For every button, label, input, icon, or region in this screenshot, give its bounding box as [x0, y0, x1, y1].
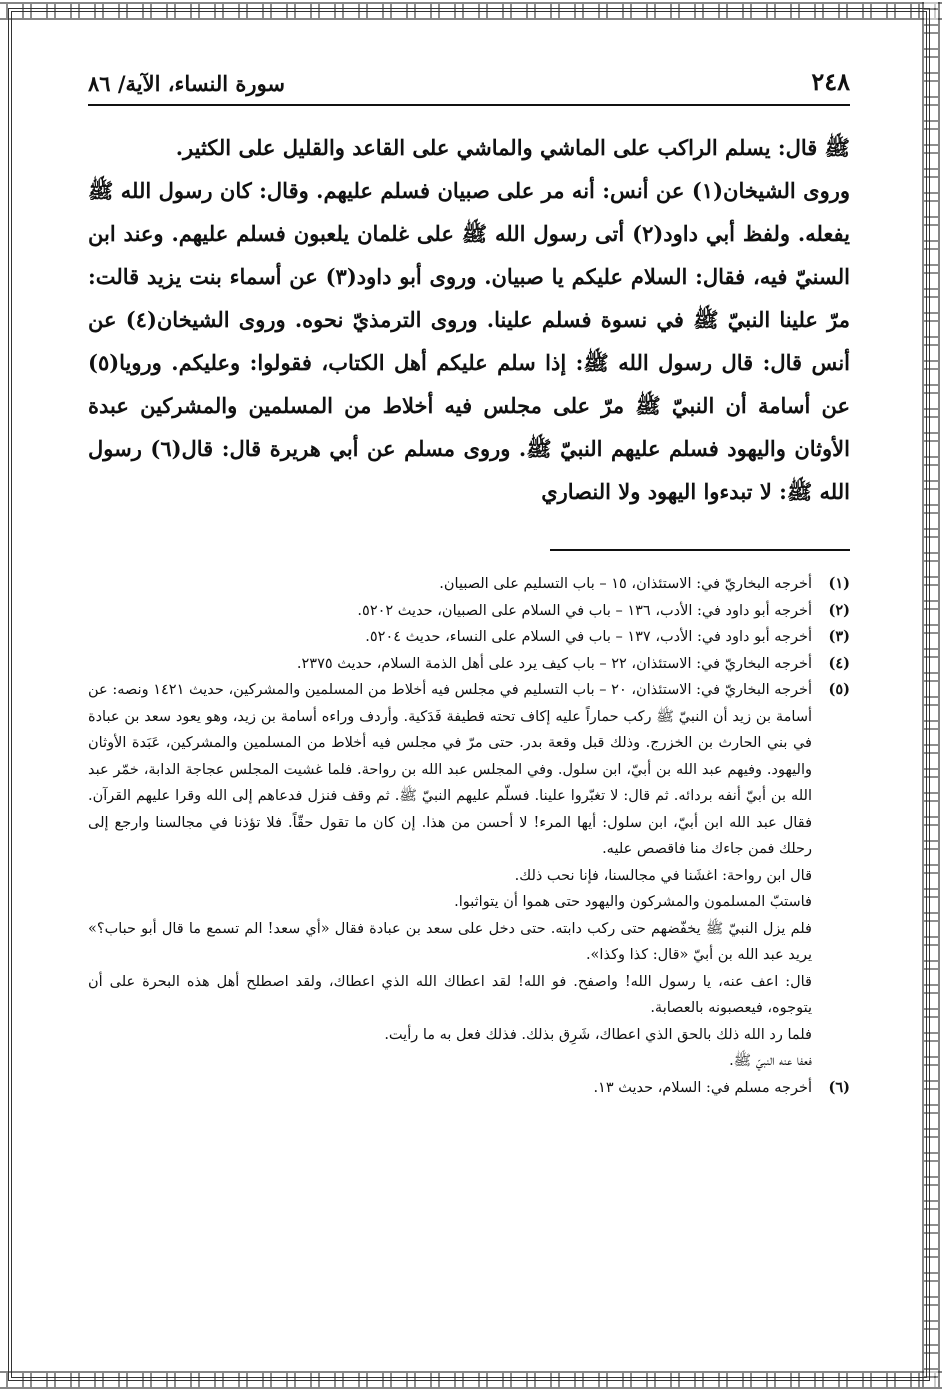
page-number: ٢٤٨ [811, 67, 850, 96]
footnote-number: (٦) [828, 1078, 850, 1096]
footnote-1 [88, 571, 850, 598]
continuation-line: فعفا عنه النبيّ ﷺ. [729, 1053, 812, 1069]
page-content [88, 58, 850, 1101]
footnote-2 [88, 598, 850, 625]
footnote-text: أخرجه البخاريّ في: الاستئذان، ٢٠ – باب التسليم في مجلس فيه أخلاط من المسلمين والمشركين، حديث ١٤٢١ ونصه: عن أسامة بن زيد أن النبيّ ﷺ ركب حماراً عليه إكاف تحته قطيفة فَدَكية. وأردف وراءه أسامة بن زيد، وهو يعود سعد بن عبادة في بني الحارث بن الخزرج. وذلك قبل وقعة بدر. حتى مرّ في مجلس فيه أخلاط من المسلمين والمشركين، عَبَدة الأوثان واليهود. وفيهم عبد الله بن أبيّ، ابن سلول. وفي المجلس عبد الله بن رواحة. فلما غشيت المجلس عجاجة الدابة، خمّر عبد الله بن أبيّ أنفه بردائه. ثم قال: لا تغبّروا علينا. فسلّم عليهم النبيّ ﷺ. ثم وقف فنزل فدعاهم إلى الله وقرا عليهم القرآن. فقال عبد الله ابن أبيّ، ابن سلول: أيها المرء! لا أحسن من هذا. إن كان ما تقول حقّاً. فلا تؤذنا في مجالسنا وارجع إلى رحلك فمن جاءك منا فاقصص عليه. [88, 682, 813, 857]
footnote-4 [88, 651, 850, 678]
body-paragraph-1: ﷺ قال: يسلم الراكب على الماشي والماشي على القاعد والقليل على الكثير. [175, 135, 850, 160]
footnote-number: (٤) [828, 654, 850, 672]
continuation-line: فاستبّ المسلمون والمشركون واليهود حتى هموا أن يتواثبوا. [454, 894, 812, 910]
footnote-separator [550, 549, 850, 551]
body-paragraph-2: وروى الشيخان(١) عن أنس: أنه مر على صبيان فسلم عليهم. وقال: كان رسول الله ﷺ يفعله. ولفظ أبي داود(٢) أتى رسول الله ﷺ على غلمان يلعبون فسلم عليهم. وعند ابن السنيّ فيه، فقال: السلام عليكم يا صبيان. وروى أبو داود(٣) عن أسماء بنت يزيد قالت: مرّ علينا النبيّ ﷺ في نسوة فسلم علينا. وروى الترمذيّ نحوه. وروى الشيخان(٤) عن أنس قال: قال رسول الله ﷺ: إذا سلم عليكم أهل الكتاب، فقولوا: وعليكم. ورويا(٥) عن أسامة أن النبيّ ﷺ مرّ على مجلس فيه أخلاط من المسلمين والمشركين عبدة الأوثان واليهود فسلم عليهم النبيّ ﷺ. وروى مسلم عن أبي هريرة قال: قال(٦) رسول الله ﷺ: لا تبدءوا اليهود ولا النصاري [88, 178, 851, 504]
footnote-6 [88, 1075, 850, 1102]
surah-title: سورة النساء، الآية/ ٨٦ [88, 71, 286, 96]
footnote-5-continuation [88, 863, 850, 1075]
footnote-text: أخرجه أبو داود في: الأدب، ١٣٧ – باب في السلام على النساء، حديث ٥٢٠٤. [365, 629, 812, 645]
footnote-text: أخرجه أبو داود في: الأدب، ١٣٦ – باب في السلام على الصبيان، حديث ٥٢٠٢. [357, 602, 812, 619]
footnote-number: (٥) [828, 681, 850, 698]
continuation-line: قال: اعف عنه، يا رسول الله! واصفح. فو الله! لقد اعطاك الله الذي اعطاك، ولقد اصطلح أهل هذه البحرة على أن يتوجوه، فيعصبونه بالعصابة. [88, 973, 812, 1016]
page-header [88, 58, 850, 106]
footnote-number: (٢) [828, 601, 850, 619]
footnote-number: (١) [828, 575, 850, 592]
footnote-3 [88, 624, 850, 651]
footnote-number: (٣) [828, 628, 850, 645]
continuation-line: قال ابن رواحة: اغشَنا في مجالسنا، فإنا نحب ذلك. [514, 867, 812, 884]
continuation-line: فلما رد الله ذلك بالحق الذي اعطاك، شَرِق بذلك. فذلك فعل به ما رأيت. [384, 1026, 812, 1043]
continuation-line: فلم يزل النبيّ ﷺ يخفّضهم حتى ركب دابته. حتى دخل على سعد بن عبادة فقال «أي سعد! الم تسمع ما قال أبو حباب؟» يريد عبد الله بن أبيّ «قال: كذا وكذا». [88, 920, 812, 963]
main-text [88, 126, 850, 513]
footnote-text: أخرجه البخاريّ في: الاستئذان، ١٥ – باب التسليم على الصبيان. [439, 576, 812, 592]
footnotes [88, 571, 850, 1101]
footnote-text: أخرجه البخاريّ في: الاستئذان، ٢٢ – باب كيف يرد على أهل الذمة السلام، حديث ٢٣٧٥. [296, 655, 812, 672]
footnote-text: أخرجه مسلم في: السلام، حديث ١٣. [593, 1079, 812, 1096]
footnote-5 [88, 677, 850, 863]
